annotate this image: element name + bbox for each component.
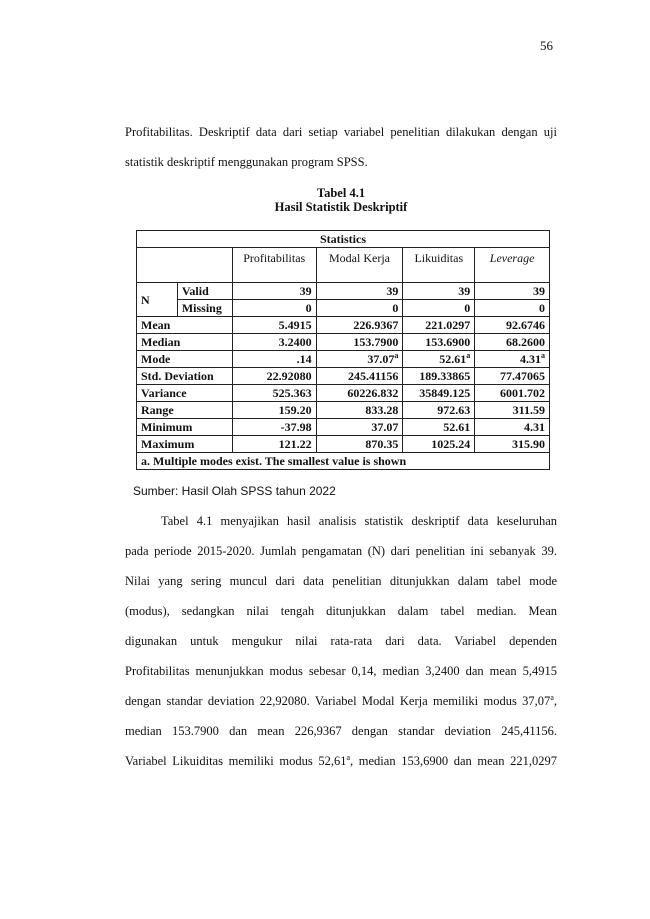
- cell-value: 4.31: [520, 352, 541, 366]
- statistics-table: [136, 230, 550, 470]
- cell-value: 35849.125: [419, 386, 471, 400]
- table-header-row: [137, 248, 550, 283]
- cell: [403, 402, 475, 419]
- statistics-rows: [137, 317, 550, 453]
- body-line-9-sup: a: [346, 752, 351, 762]
- table-row-missing: [137, 300, 550, 317]
- body-line-1: Tabel 4.1 menyajikan hasil analisis statistik deskriptif data keseluruhan: [161, 514, 557, 528]
- row-label: Std. Deviation: [137, 368, 233, 385]
- table-row: [137, 419, 550, 436]
- body-line-7-sup: a: [550, 692, 554, 702]
- table-title: Statistics: [137, 231, 550, 248]
- body-line-8: median 153.7900 dan mean 226,9367 dengan standar deviation 245,41156.: [125, 724, 557, 738]
- intro-line-2: statistik deskriptif menggunakan program SPSS.: [125, 155, 368, 169]
- cell: [316, 402, 403, 419]
- cell-value: 870.35: [365, 437, 399, 451]
- body-line-6: Profitabilitas menunjukkan modus sebesar 0,14, median 3,2400 dan mean 5,4915: [125, 664, 557, 678]
- cell-value: 52.61: [439, 352, 467, 366]
- cell: [475, 351, 550, 368]
- cell-value: .14: [296, 352, 312, 366]
- cell: [403, 334, 475, 351]
- cell-value: 60226.832: [347, 386, 399, 400]
- row-label: Mean: [137, 317, 233, 334]
- cell: 0: [316, 300, 403, 317]
- header-blank: [137, 248, 233, 283]
- body-line-9-text: Variabel Likuiditas memiliki modus 52,61: [125, 754, 347, 768]
- body-line-3: Nilai yang sering muncul dari data penelitian ditunjukkan dalam tabel mode: [125, 574, 557, 588]
- col-header-likuiditas: Likuiditas: [403, 248, 475, 283]
- cell: [232, 402, 316, 419]
- table-footnote: a. Multiple modes exist. The smallest value is shown: [137, 453, 550, 470]
- row-label: Mode: [137, 351, 233, 368]
- row-label: Range: [137, 402, 233, 419]
- body-line-4: (modus), sedangkan nilai tengah ditunjukkan dalam tabel median. Mean: [125, 604, 557, 618]
- cell-value: 245.41156: [348, 369, 399, 383]
- table-row: [137, 368, 550, 385]
- cell: [403, 351, 475, 368]
- cell-value: 315.90: [512, 437, 545, 451]
- cell-value: 6001.702: [500, 386, 545, 400]
- cell: 39: [316, 283, 403, 300]
- col-header-modal-kerja: Modal Kerja: [316, 248, 403, 283]
- cell: [232, 385, 316, 402]
- cell: [232, 368, 316, 385]
- table-row: [137, 385, 550, 402]
- cell-value: 972.63: [437, 403, 471, 417]
- table-caption-number: Tabel 4.1: [316, 186, 366, 200]
- body-line-9-tail: , median 153,6900 dan mean 221,0297: [350, 754, 557, 768]
- mode-superscript: a: [394, 351, 399, 360]
- cell-value: 37.07: [367, 352, 395, 366]
- cell: [475, 368, 550, 385]
- cell: [403, 436, 475, 453]
- cell: [232, 317, 316, 334]
- cell-value: 525.363: [272, 386, 312, 400]
- cell-value: 68.2600: [506, 335, 545, 349]
- cell: 0: [475, 300, 550, 317]
- cell: [475, 385, 550, 402]
- table-title-row: [137, 231, 550, 248]
- cell: 39: [403, 283, 475, 300]
- cell: [316, 351, 403, 368]
- body-line-7: [125, 686, 557, 716]
- cell-value: 37.07: [371, 420, 399, 434]
- table-row: [137, 317, 550, 334]
- table-row: [137, 436, 550, 453]
- cell: [232, 334, 316, 351]
- col-header-profitabilitas: Profitabilitas: [232, 248, 316, 283]
- missing-label: Missing: [177, 300, 232, 317]
- cell-value: 153.6900: [425, 335, 471, 349]
- mode-superscript: a: [466, 351, 471, 360]
- cell: [475, 334, 550, 351]
- cell: [403, 368, 475, 385]
- cell-value: 833.28: [365, 403, 399, 417]
- cell: [475, 402, 550, 419]
- cell: 39: [475, 283, 550, 300]
- table-row-valid: [137, 283, 550, 300]
- cell: [475, 317, 550, 334]
- table-caption-title: Hasil Statistik Deskriptif: [274, 200, 408, 214]
- n-label: N: [137, 283, 178, 317]
- cell: [403, 385, 475, 402]
- cell: [316, 368, 403, 385]
- row-label: Median: [137, 334, 233, 351]
- intro-line-1: Profitabilitas. Deskriptif data dari setiap variabel penelitian dilakukan dengan uji: [125, 125, 557, 139]
- cell-value: 52.61: [443, 420, 471, 434]
- cell-value: 226.9367: [353, 318, 399, 332]
- cell-value: 221.0297: [425, 318, 471, 332]
- cell-value: 92.6746: [506, 318, 545, 332]
- row-label: Variance: [137, 385, 233, 402]
- body-line-9: [125, 746, 557, 776]
- cell-value: 311.59: [512, 403, 545, 417]
- cell-value: 1025.24: [431, 437, 471, 451]
- cell-value: 5.4915: [278, 318, 312, 332]
- cell: [232, 351, 316, 368]
- row-label: Maximum: [137, 436, 233, 453]
- cell: [316, 385, 403, 402]
- valid-label: Valid: [177, 283, 232, 300]
- cell-value: 121.22: [278, 437, 312, 451]
- cell-value: 77.47065: [500, 369, 545, 383]
- table-row: [137, 402, 550, 419]
- table-row: [137, 351, 550, 368]
- cell-value: 159.20: [278, 403, 312, 417]
- cell: [475, 419, 550, 436]
- cell-value: 22.92080: [266, 369, 312, 383]
- cell: [316, 317, 403, 334]
- cell: 0: [403, 300, 475, 317]
- cell: 0: [232, 300, 316, 317]
- table-source: Sumber: Hasil Olah SPSS tahun 2022: [133, 484, 336, 498]
- cell: [316, 419, 403, 436]
- cell: [232, 419, 316, 436]
- row-label: Minimum: [137, 419, 233, 436]
- body-line-5: digunakan untuk mengukur nilai rata-rata dari data. Variabel dependen: [125, 634, 557, 648]
- cell-value: 3.2400: [278, 335, 312, 349]
- body-line-7-tail: ,: [553, 694, 557, 708]
- cell: [316, 334, 403, 351]
- cell: 39: [232, 283, 316, 300]
- table-row: [137, 334, 550, 351]
- cell-value: 153.7900: [353, 335, 399, 349]
- cell-value: 189.33865: [419, 369, 471, 383]
- body-line-7-text: dengan standar deviation 22,92080. Variabel Modal Kerja memiliki modus 37,07: [125, 694, 551, 708]
- cell: [475, 436, 550, 453]
- cell-value: 4.31: [524, 420, 545, 434]
- cell-value: -37.98: [280, 420, 312, 434]
- body-line-2: pada periode 2015-2020. Jumlah pengamatan (N) dari penelitian ini sebanyak 39.: [125, 544, 557, 558]
- col-header-leverage: Leverage: [475, 248, 550, 283]
- page-number: 56: [540, 38, 553, 53]
- cell: [232, 436, 316, 453]
- cell: [403, 317, 475, 334]
- mode-superscript: a: [541, 351, 545, 360]
- cell: [403, 419, 475, 436]
- cell: [316, 436, 403, 453]
- table-footnote-row: [137, 453, 550, 470]
